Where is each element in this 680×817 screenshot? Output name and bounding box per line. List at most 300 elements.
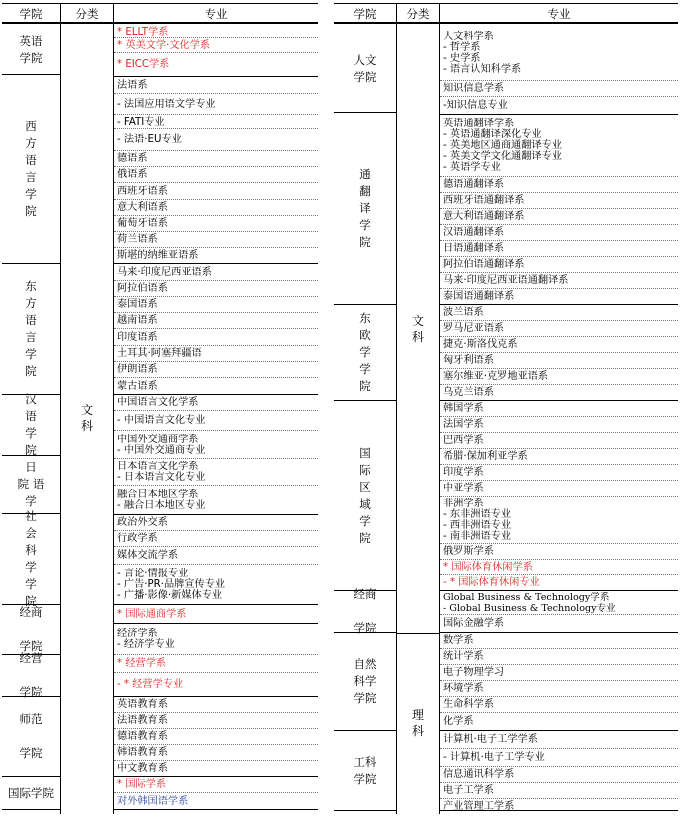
row-separator (114, 280, 318, 281)
major-text: - 中国外交通商专业 (117, 444, 206, 456)
major-item (443, 402, 677, 415)
table-header (334, 4, 678, 24)
major-item (443, 450, 677, 463)
left-table (2, 3, 318, 814)
row-separator (114, 345, 318, 346)
row-separator (114, 654, 318, 655)
major-item (443, 226, 677, 239)
row-separator (114, 744, 318, 745)
row-separator (114, 231, 318, 232)
major-text: - 广告·PR·品牌宣传专业 (117, 579, 226, 590)
major-text: 数学系 (443, 635, 474, 646)
college-name: 社 会 科 学 学 院 (25, 509, 37, 608)
row-separator (440, 680, 678, 681)
major-text: 行政学系 (117, 533, 158, 544)
row-separator (440, 384, 678, 385)
major-text: 蒙古语系 (117, 380, 158, 392)
header-college: 学院 (19, 7, 43, 21)
major-item (117, 233, 317, 246)
row-separator (114, 328, 318, 329)
major-text: 韩国学系 (443, 403, 484, 414)
row-separator (114, 546, 318, 547)
row-separator (440, 464, 678, 465)
row-separator (114, 93, 318, 94)
major-item (443, 466, 677, 479)
major-text: Global Business & Technology学系 (443, 592, 610, 603)
row-separator (440, 240, 678, 241)
major-text: 波兰语系 (443, 307, 484, 318)
college-name: 国际学院 (8, 785, 54, 800)
row-separator (114, 166, 318, 167)
row-separator (114, 696, 318, 697)
major-text: 政治外交系 (117, 517, 168, 528)
major-text: - 日本语言文化专业 (117, 472, 206, 483)
college-name: 汉 语 学 院 (25, 392, 37, 457)
major-item (117, 746, 317, 759)
major-item (443, 306, 677, 319)
major-item (443, 242, 677, 255)
major-item (117, 282, 317, 295)
major-text: 德语系 (117, 153, 148, 164)
college-cell (2, 264, 60, 395)
row-separator (440, 304, 678, 305)
major-item (443, 733, 677, 746)
major-text: 英语教育系 (117, 699, 168, 710)
major-item (443, 178, 677, 191)
major-item (117, 461, 317, 483)
major-item (443, 682, 677, 695)
major-text: * 英美文学·文化学系 (117, 40, 211, 51)
row-separator (114, 182, 318, 183)
major-text: 中文教育系 (117, 763, 168, 774)
major-text: 马来·印度尼西亚语系 (117, 266, 212, 278)
column-divider (439, 4, 440, 814)
college-name: 日 院 语 学 (17, 460, 45, 508)
major-text: 中国外交通商学系 (117, 433, 199, 445)
row-separator (114, 672, 318, 673)
row-separator (114, 76, 318, 77)
major-item (117, 762, 317, 775)
major-text: 日语通翻译系 (443, 243, 505, 254)
row-separator (440, 368, 678, 369)
row-separator (440, 448, 678, 449)
major-text: 泰国语系 (117, 299, 158, 310)
major-text: 捷克·斯洛伐克系 (443, 339, 518, 350)
college-name: 师范 学院 (19, 712, 43, 760)
major-text: 法语系 (117, 79, 148, 91)
college-cell (334, 587, 396, 635)
major-text: 人文科学系 (443, 30, 494, 42)
college-name: 国 际 区 域 学 院 (359, 445, 371, 545)
row-separator (440, 114, 678, 115)
major-item (443, 545, 677, 558)
major-item (443, 338, 677, 351)
college-cell (2, 697, 60, 777)
major-item (117, 568, 317, 601)
major-item (443, 698, 677, 711)
row-separator (440, 574, 678, 575)
college-cell (2, 651, 60, 699)
major-text: 伊朗语系 (117, 364, 158, 375)
college-name: 西 方 语 言 学 院 (25, 119, 37, 218)
major-text: - 言论·情报专业 (117, 568, 189, 579)
major-item (443, 210, 677, 223)
major-item (117, 249, 317, 262)
major-item (117, 133, 317, 146)
major-item (117, 201, 317, 214)
major-text: * EICC学系 (117, 59, 170, 70)
major-text: 化学系 (443, 716, 474, 727)
major-item (443, 617, 677, 630)
major-item (117, 396, 317, 409)
major-text: 德语教育系 (117, 731, 168, 742)
major-item (443, 82, 677, 95)
college-name: 英语 学院 (19, 33, 43, 65)
major-text: 西班牙语系 (117, 185, 168, 197)
major-text: 俄罗斯学系 (443, 546, 494, 557)
major-item (443, 715, 677, 728)
college-name: 经营 学院 (19, 651, 43, 699)
major-item (443, 386, 677, 399)
major-text: 乌克兰语系 (443, 387, 494, 398)
row-separator (114, 792, 318, 793)
major-text: 统计学系 (443, 651, 484, 662)
major-text: 法国学系 (443, 419, 484, 430)
major-item (117, 58, 317, 71)
college-cell (2, 75, 60, 264)
row-separator (440, 352, 678, 353)
major-item (117, 380, 317, 393)
row-separator (440, 400, 678, 401)
college-name: 人文 学院 (353, 52, 377, 84)
right-table (334, 3, 678, 814)
row-separator (440, 766, 678, 767)
major-item (117, 168, 317, 181)
major-text: - * 经营学专业 (117, 679, 184, 690)
major-item (117, 489, 317, 511)
row-separator (440, 96, 678, 97)
major-text: * 国际学系 (117, 779, 167, 790)
major-text: - 史学系 (443, 52, 481, 64)
major-text: 马来·印度尼西亚语通翻译系 (443, 275, 569, 286)
major-text: 巴西学系 (443, 435, 484, 446)
major-item (117, 185, 317, 198)
row-separator (114, 150, 318, 151)
major-item (117, 532, 317, 545)
major-text: 媒体交流学系 (117, 550, 179, 561)
major-item (117, 98, 317, 111)
row-separator (440, 798, 678, 799)
college-cell (334, 731, 396, 811)
category-cell: 理 科 (397, 633, 439, 812)
row-separator (114, 52, 318, 53)
row-separator (440, 559, 678, 560)
college-cell (2, 25, 60, 75)
major-text: - 英美文学文化通翻译专业 (443, 151, 562, 162)
row-separator (114, 458, 318, 459)
major-text: 融合日本地区学系 (117, 489, 199, 500)
major-item (117, 778, 317, 791)
major-text: 信息通讯科学系 (443, 769, 515, 780)
major-text: 罗马尼亚语系 (443, 323, 505, 334)
row-separator (114, 809, 318, 810)
major-text: 日本语言文化学系 (117, 461, 199, 472)
major-text: - 融合日本地区专业 (117, 500, 206, 511)
row-separator (114, 128, 318, 129)
row-separator (114, 114, 318, 115)
row-separator (440, 336, 678, 337)
major-text: * 经营学系 (117, 658, 167, 669)
major-text: 塞尔维亚·克罗地亚语系 (443, 371, 549, 382)
major-text: 西班牙语通翻译系 (443, 195, 525, 206)
major-text: 印度学系 (443, 467, 484, 478)
row-separator (440, 480, 678, 481)
row-separator (440, 272, 678, 273)
major-text: 阿拉伯语系 (117, 283, 168, 294)
major-text: 韩语教育系 (117, 747, 168, 758)
major-text: 生命科学系 (443, 699, 494, 710)
major-item (443, 784, 677, 797)
major-text: 泰国语通翻译系 (443, 291, 515, 302)
row-separator (114, 430, 318, 431)
header-major: 专业 (204, 7, 228, 21)
major-item (117, 363, 317, 376)
major-item (443, 354, 677, 367)
major-text: 计算机·电子工学学系 (443, 734, 538, 745)
major-text: 希腊·保加利亚学系 (443, 451, 528, 462)
major-text: 国际金融学系 (443, 618, 505, 629)
row-separator (114, 623, 318, 624)
college-name: 通 翻 译 学 院 (359, 167, 371, 249)
major-text: * ELLT学系 (117, 27, 169, 38)
major-item (117, 516, 317, 529)
row-separator (440, 192, 678, 193)
major-text: - 英语通翻译深化专业 (443, 129, 542, 140)
major-item (443, 31, 677, 75)
row-separator (440, 176, 678, 177)
major-text: 法语教育系 (117, 715, 168, 726)
major-item (443, 258, 677, 271)
major-text: 产业管理工学系 (443, 801, 515, 812)
major-item (117, 628, 317, 650)
column-divider (113, 4, 114, 814)
major-text: * 国际通商学系 (117, 608, 187, 620)
row-separator (440, 730, 678, 731)
header-category: 分类 (406, 7, 430, 21)
major-item (443, 482, 677, 495)
college-name: 工科 学院 (353, 754, 377, 786)
college-cell (2, 456, 60, 514)
major-text: 非洲学系 (443, 498, 484, 509)
major-text: 环境学系 (443, 683, 484, 694)
major-item (117, 434, 317, 456)
major-text: - 哲学系 (443, 41, 481, 53)
major-text: - FATI专业 (117, 117, 165, 128)
row-separator (114, 394, 318, 395)
major-item (117, 217, 317, 230)
category-cell: 文 科 (411, 314, 424, 344)
major-item (117, 730, 317, 743)
major-text: 阿拉伯语通翻译系 (443, 259, 525, 270)
major-item (117, 698, 317, 711)
major-item (443, 576, 677, 589)
row-separator (114, 296, 318, 297)
major-text: 俄语系 (117, 169, 148, 180)
major-item (117, 331, 317, 344)
major-text: - 语言认知科学系 (443, 63, 522, 75)
major-text: -知识信息专业 (443, 100, 508, 111)
major-text: 匈牙利语系 (443, 355, 494, 366)
college-name: 自然 科学 学院 (353, 657, 377, 705)
major-text: - 英美地区通商通翻译专业 (443, 140, 562, 151)
row-separator (440, 632, 678, 633)
row-separator (114, 247, 318, 248)
row-separator (114, 776, 318, 777)
major-item (443, 751, 677, 764)
college-cell (334, 25, 396, 113)
major-text: - 中国语言文化专业 (117, 415, 206, 426)
major-item (443, 498, 677, 542)
major-item (443, 434, 677, 447)
row-separator (440, 416, 678, 417)
major-item (443, 370, 677, 383)
college-cell (2, 605, 60, 655)
row-separator (440, 224, 678, 225)
row-separator (440, 712, 678, 713)
major-text: - 英语学专业 (443, 162, 501, 173)
row-separator (114, 312, 318, 313)
row-separator (114, 377, 318, 378)
major-item (443, 322, 677, 335)
major-item (443, 650, 677, 663)
major-item (117, 678, 317, 691)
major-item (117, 795, 317, 808)
major-item (443, 418, 677, 431)
row-separator (440, 543, 678, 544)
major-text: 经济学系 (117, 628, 158, 639)
row-separator (440, 80, 678, 81)
major-text: - 法国应用语文学专业 (117, 98, 216, 110)
major-text: 中亚学系 (443, 483, 484, 494)
major-text: 意大利语通翻译系 (443, 211, 525, 222)
major-text: - 广播·影像·新媒体专业 (117, 590, 223, 601)
college-cell (2, 509, 60, 608)
major-item (117, 657, 317, 670)
row-separator (440, 496, 678, 497)
major-item (117, 714, 317, 727)
row-separator (114, 199, 318, 200)
major-item (443, 194, 677, 207)
major-item (443, 274, 677, 287)
major-text: - 南非洲语专业 (443, 531, 512, 542)
major-text: 荷兰语系 (117, 234, 158, 245)
major-text: 汉语通翻译系 (443, 227, 505, 238)
header-category: 分类 (75, 7, 99, 21)
major-item (117, 608, 317, 621)
major-text: 德语通翻译系 (443, 179, 505, 190)
row-separator (114, 514, 318, 515)
major-item (117, 266, 317, 279)
major-text: - 计算机·电子工学专业 (443, 752, 545, 763)
major-text: 中国语言文化学系 (117, 397, 199, 408)
college-cell (334, 305, 396, 401)
college-name: 经商 学院 (353, 587, 377, 635)
college-cell (2, 392, 60, 457)
major-item (443, 561, 677, 574)
major-text: - 经济学专业 (117, 639, 175, 650)
major-item (117, 39, 317, 52)
row-separator (114, 760, 318, 761)
major-item (117, 414, 317, 427)
major-text: 英语通翻译学系 (443, 118, 515, 129)
college-name: 东 欧 学 学 院 (359, 311, 371, 393)
table-header (2, 4, 318, 24)
major-text: 知识信息学系 (443, 83, 505, 94)
row-separator (440, 288, 678, 289)
row-separator (440, 590, 678, 591)
row-separator (114, 604, 318, 605)
row-separator (114, 410, 318, 411)
college-name: 经商 学院 (19, 605, 43, 653)
college-name: 东 方 语 言 学 院 (25, 279, 37, 378)
major-text: - 东非洲语专业 (443, 509, 512, 520)
major-text: 葡萄牙语系 (117, 218, 168, 229)
major-text: 意大利语系 (117, 202, 168, 213)
row-separator (440, 320, 678, 321)
row-separator (440, 810, 678, 811)
major-text: - 法语·EU专业 (117, 134, 182, 145)
row-separator (114, 564, 318, 565)
major-text: 越南语系 (117, 315, 158, 326)
major-item (443, 800, 677, 813)
major-text: - Global Business & Technology专业 (443, 603, 616, 614)
row-separator (440, 256, 678, 257)
major-item (443, 99, 677, 112)
major-text: 印度语系 (117, 331, 158, 343)
major-text: 斯堪的纳维亚语系 (117, 250, 199, 261)
row-separator (440, 664, 678, 665)
major-item (117, 79, 317, 92)
row-separator (114, 361, 318, 362)
row-separator (114, 530, 318, 531)
major-text: * 国际体育休闲学系 (443, 562, 533, 573)
row-separator (440, 648, 678, 649)
row-separator (114, 37, 318, 38)
row-separator (440, 696, 678, 697)
major-item (117, 298, 317, 311)
major-item (443, 118, 677, 173)
row-separator (114, 485, 318, 486)
major-text: 土耳其·阿塞拜疆语 (117, 348, 202, 359)
college-cell (2, 777, 60, 810)
major-item (443, 592, 677, 614)
major-item (443, 768, 677, 781)
major-item (443, 634, 677, 647)
college-cell (334, 113, 396, 305)
college-cell (334, 401, 396, 591)
major-item (443, 666, 677, 679)
major-item (443, 290, 677, 303)
major-text: 电子物理学习 (443, 667, 505, 678)
row-separator (114, 215, 318, 216)
row-separator (114, 728, 318, 729)
row-separator (114, 712, 318, 713)
row-separator (440, 432, 678, 433)
row-separator (440, 614, 678, 615)
major-text: - 西非洲语专业 (443, 520, 512, 531)
row-separator (440, 782, 678, 783)
major-item (117, 314, 317, 327)
